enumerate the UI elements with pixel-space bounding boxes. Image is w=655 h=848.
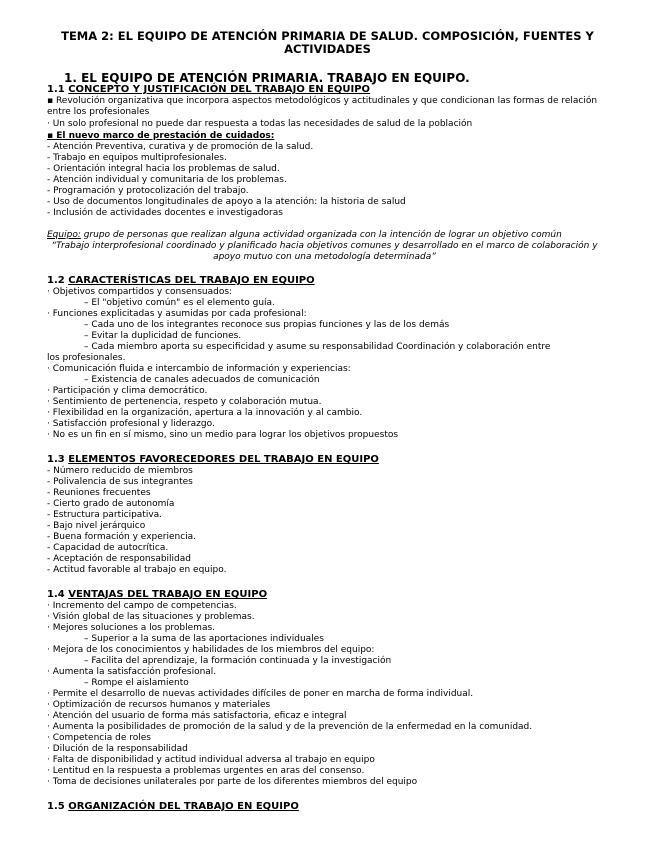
subheading: ▪ El nuevo marco de prestación de cuidados: [47,131,275,141]
list-subitem: – Rompe el aislamiento [84,678,189,688]
definition [47,230,562,241]
paragraph: ▪ Revolución organizativa que incorpora aspectos metodológicos y actitudinales y que condicionan las formas de relación entre los profesionales [47,96,598,117]
list-item: · Dilución de la responsabilidad [47,744,188,754]
list-item: - Programación y protocolización del trabajo. [47,186,249,196]
section-number: 1.5 [47,801,69,812]
list-subitem: – Cada uno de los integrantes reconoce sus propias funciones y las de los demás [84,320,450,330]
list-item: · Optimización de recursos humanos y materiales [47,700,271,710]
list-item: - Buena formación y experiencia. [47,532,197,542]
paragraph: · Un solo profesional no puede dar respuesta a todas las necesidades de salud de la población [47,119,473,129]
section-title: ORGANIZACIÓN DEL TRABAJO EN EQUIPO [68,801,299,812]
list-item: · Aumenta la posibilidades de promoción de la salud y de la prevención de la enfermedad en la comunidad. [47,722,533,732]
list-item: - Bajo nivel jerárquico [47,521,146,531]
list-item: · Objetivos compartidos y consensuados: [47,287,233,297]
list-item: · Sentimiento de pertenencia, respeto y colaboración mutua. [47,397,322,407]
list-item: · Comunicación fluida e intercambio de información y experiencias: [47,364,351,374]
section-title: CARACTERÍSTICAS DEL TRABAJO EN EQUIPO [68,275,315,286]
list-item: - Aceptación de responsabilidad [47,554,191,564]
section-1-2-heading [47,275,315,286]
list-item: · No es un fin en sí mismo, sino un medio para lograr los objetivos propuestos [47,430,399,440]
list-item: · Atención del usuario de forma más satisfactoria, eficaz e integral [47,711,347,721]
list-item: - Atención individual y comunitaria de los problemas. [47,175,287,185]
list-item: · Satisfacción profesional y liderazgo. [47,419,215,429]
list-item: - Orientación integral hacia los problemas de salud. [47,164,280,174]
list-item: · Flexibilidad en la organización, apertura a la innovación y al cambio. [47,408,363,418]
list-item: · Incremento del campo de competencias. [47,601,237,611]
list-item: - Reuniones frecuentes [47,488,151,498]
list-item: · Lentitud en la respuesta a problemas urgentes en aras del consenso. [47,766,365,776]
list-item: · Participación y clima democrático. [47,386,208,396]
section-number: 1.2 [47,275,69,286]
section-1-5-heading [47,801,299,812]
list-item: · Funciones explicitadas y asumidas por cada profesional: [47,309,307,319]
section-number: 1.4 [47,589,69,600]
list-item: - Cierto grado de autonomía [47,499,175,509]
definition-term: Equipo: [47,230,81,240]
list-subitem: – Facilita del aprendizaje, la formación continuada y la investigación [84,656,392,666]
list-item: · Toma de decisiones unilaterales por parte de los diferentes miembros del equipo [47,777,418,787]
document-title: TEMA 2: EL EQUIPO DE ATENCIÓN PRIMARIA DE SALUD. COMPOSICIÓN, FUENTES Y ACTIVIDADES [61,29,594,56]
list-item: · Mejores soluciones a los problemas. [47,623,216,633]
list-item: - Actitud favorable al trabajo en equipo. [47,565,227,575]
list-item: · Competencia de roles [47,733,151,743]
list-item: - Polivalencia de sus integrantes [47,477,193,487]
list-item: · Permite el desarrollo de nuevas actividades difíciles de poner en marcha de forma individual. [47,689,474,699]
list-item: - Trabajo en equipos multiprofesionales. [47,153,227,163]
list-item: - Inclusión de actividades docentes e investigadoras [47,208,283,218]
list-item: · Aumenta la satisfacción profesional. [47,667,217,677]
list-subitem: – Existencia de canales adecuados de comunicación [84,375,320,385]
section-title: VENTAJAS DEL TRABAJO EN EQUIPO [68,589,268,600]
section-1-1-heading [47,84,370,95]
section-number: 1.1 [47,84,69,95]
list-item-continuation: los profesionales. [47,353,126,363]
section-number: 1.3 [47,454,69,465]
list-item: · Mejora de los conocimientos y habilidades de los miembros del equipo: [47,645,375,655]
list-subitem: – Cada miembro aporta su especificidad y asume su responsabilidad Coordinación y colaboración entre [84,342,551,352]
list-subitem: – Superior a la suma de las aportaciones individuales [84,634,324,644]
section-1-4-heading [47,589,267,600]
list-item: - Atención Preventiva, curativa y de promoción de la salud. [47,142,314,152]
section-title: ELEMENTOS FAVORECEDORES DEL TRABAJO EN EQUIPO [68,454,379,465]
list-subitem: – El "objetivo común" es el elemento guía. [84,298,275,308]
definition-text: grupo de personas que realizan alguna actividad organizada con la intención de lograr un objetivo común [80,230,562,240]
list-item: - Estructura participativa. [47,510,163,520]
section-1-3-heading [47,454,379,465]
list-item: - Capacidad de autocrítica. [47,543,169,553]
list-item: · Falta de disponibilidad y actitud individual adversa al trabajo en equipo [47,755,375,765]
section-title: CONCEPTO Y JUSTIFICACIÓN DEL TRABAJO EN EQUIPO [68,84,371,95]
list-item: - Número reducido de miembros [47,466,193,476]
list-item: · Visión global de las situaciones y problemas. [47,612,255,622]
list-subitem: – Evitar la duplicidad de funciones. [84,331,242,341]
list-item: - Uso de documentos longitudinales de apoyo a la atención: la historia de salud [47,197,406,207]
section-1-heading: 1. EL EQUIPO DE ATENCIÓN PRIMARIA. TRABAJO EN EQUIPO. [64,71,470,85]
quote: “Trabajo interprofesional coordinado y planificado hacia objetivos comunes y desarrollado en el marco de colaboración y apoyo mutuo con una metodología determinada” [51,241,598,262]
